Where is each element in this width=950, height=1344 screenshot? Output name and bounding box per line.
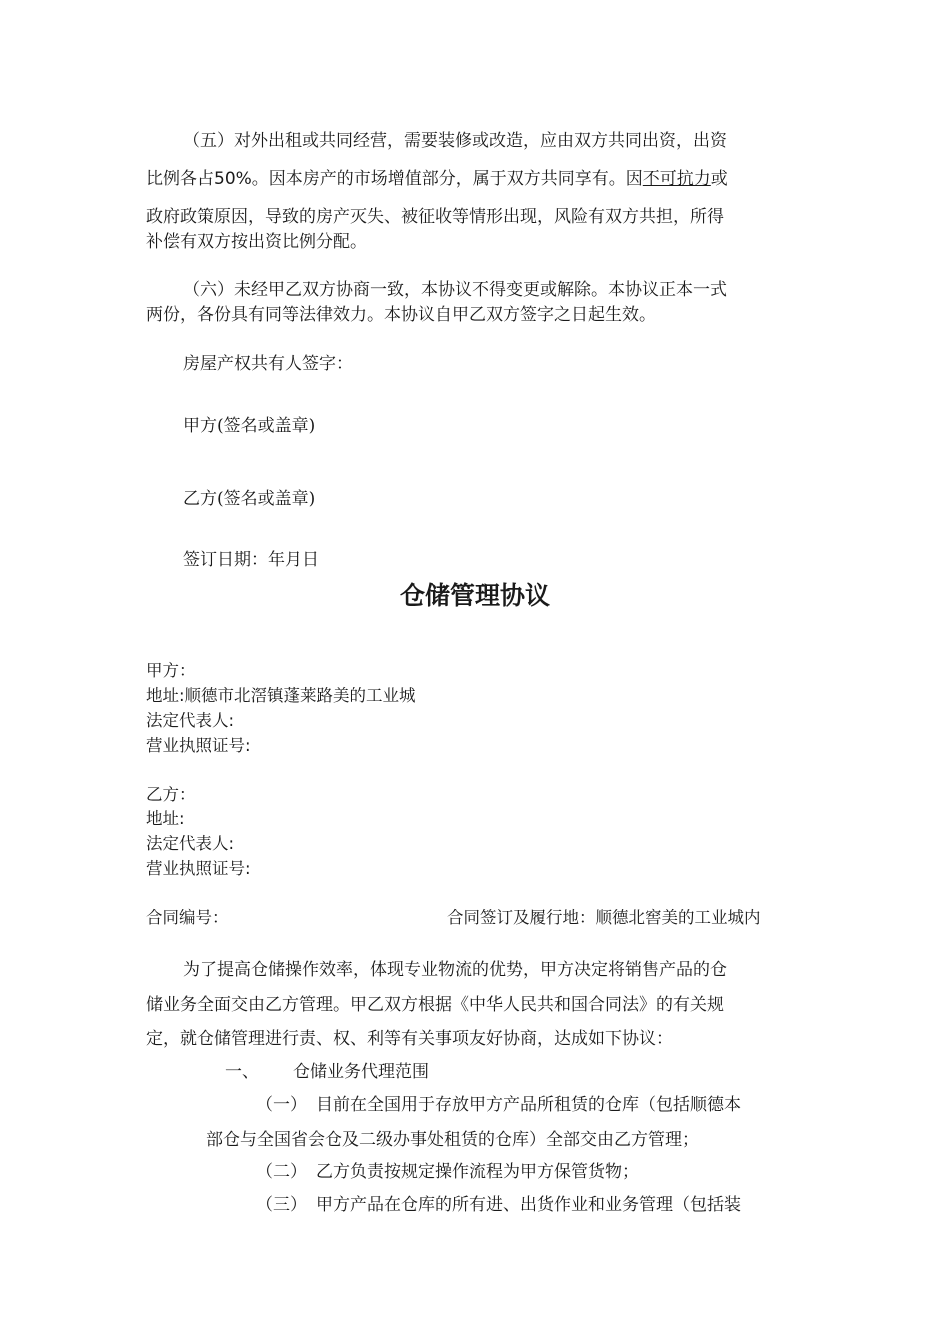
party-b-legal-rep: 法定代表人:	[146, 834, 235, 853]
party-b-address: 地址:	[146, 809, 185, 828]
item2-number: （二）	[256, 1162, 307, 1182]
party-a-signature-label: 甲方(签名或盖章)	[183, 416, 316, 436]
clause5-line1: （五）对外出租或共同经营，需要装修或改造，应由双方共同出资，出资	[183, 131, 727, 151]
section1-number: 一、	[225, 1062, 259, 1082]
sign-date-label: 签订日期：年月日	[183, 550, 319, 570]
force-majeure-term: 不可抗力	[642, 169, 711, 189]
clause5-line4: 补偿有双方按出资比例分配。	[146, 232, 367, 252]
item3-text: 甲方产品在仓库的所有进、出货作业和业务管理（包括装	[316, 1195, 741, 1215]
clause5-line2-pre: 比例各占	[146, 169, 214, 189]
party-b-label: 乙方：	[146, 785, 196, 804]
clause6-line2: 两份，各份具有同等法律效力。本协议自甲乙双方签字之日起生效。	[146, 305, 656, 325]
party-b-license: 营业执照证号:	[146, 859, 251, 878]
item1-number: （一）	[256, 1095, 307, 1115]
item1-text: 目前在全国用于存放甲方产品所租赁的仓库（包括顺德本	[316, 1095, 741, 1115]
owners-signature-label: 房屋产权共有人签字：	[183, 354, 353, 374]
section1-heading: 仓储业务代理范围	[293, 1062, 429, 1082]
clause6-line1: （六）未经甲乙双方协商一致，本协议不得变更或解除。本协议正本一式	[183, 280, 727, 300]
sign-place: 合同签订及履行地：顺德北窖美的工业城内	[447, 908, 761, 927]
item1-continuation: 部仓与全国省会仓及二级办事处租赁的仓库）全部交由乙方管理；	[206, 1130, 699, 1150]
clause5-line2-post: 或	[710, 169, 728, 189]
contract-number-label: 合同编号：	[146, 908, 229, 927]
party-a-legal-rep: 法定代表人:	[146, 711, 235, 730]
party-a-license: 营业执照证号:	[146, 736, 251, 755]
clause5-line2	[146, 164, 728, 189]
party-a-label: 甲方：	[146, 661, 196, 680]
party-b-signature-label: 乙方(签名或盖章)	[183, 489, 316, 509]
contract-title: 仓储管理协议	[399, 581, 550, 610]
item2-text: 乙方负责按规定操作流程为甲方保管货物；	[316, 1162, 639, 1182]
clause5-line2-mid: 。因本房产的市场增值部分，属于双方共同享有。因	[251, 169, 643, 189]
preamble-line1: 为了提高仓储操作效率，体现专业物流的优势，甲方决定将销售产品的仓	[183, 960, 727, 980]
clause5-percent: 50%	[214, 169, 252, 189]
preamble-line2: 储业务全面交由乙方管理。甲乙双方根据《中华人民共和国合同法》的有关规	[146, 995, 724, 1015]
party-a-address: 地址:顺德市北滘镇蓬莱路美的工业城	[146, 686, 416, 705]
item3-number: （三）	[256, 1195, 307, 1215]
preamble-line3: 定，就仓储管理进行责、权、利等有关事项友好协商，达成如下协议：	[146, 1029, 673, 1049]
clause5-line3: 政府政策原因，导致的房产灭失、被征收等情形出现，风险有双方共担，所得	[146, 207, 724, 227]
